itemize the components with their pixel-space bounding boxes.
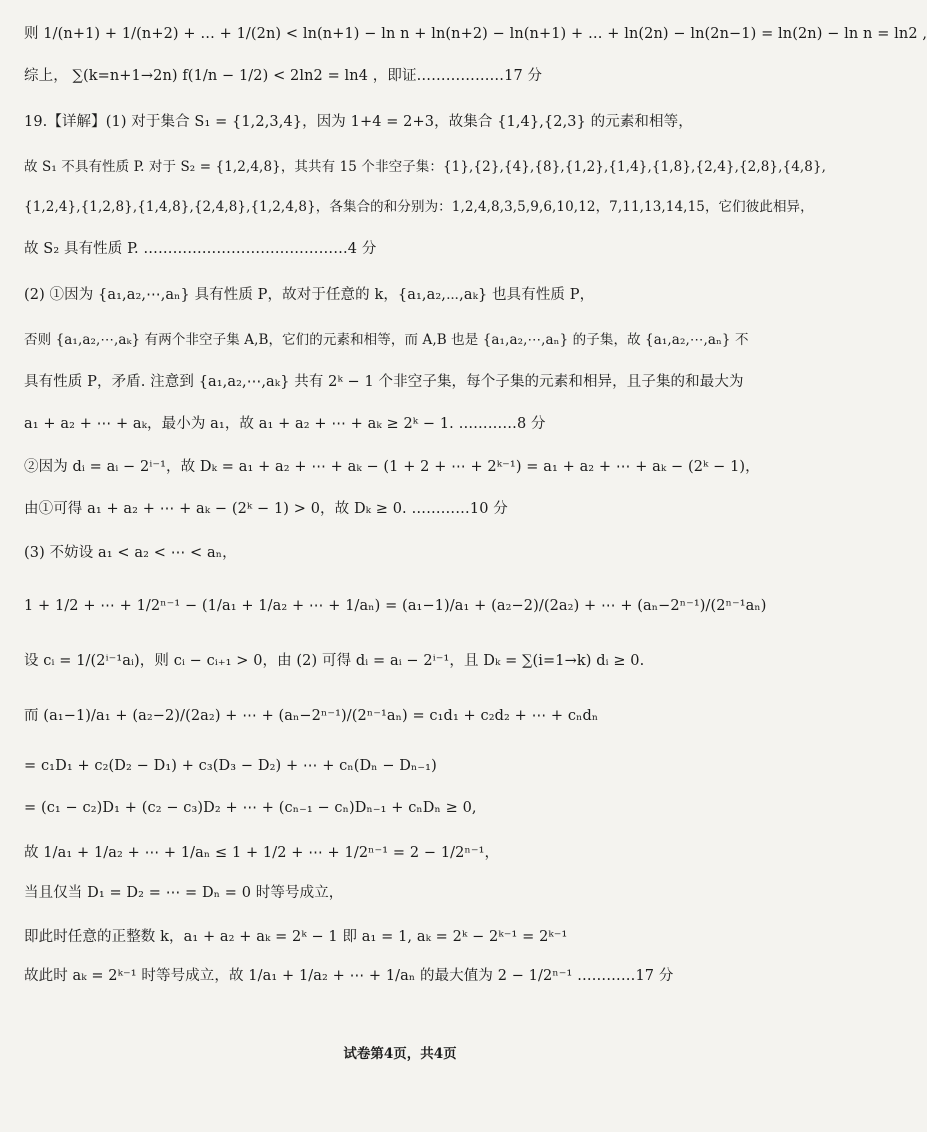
text-line: 而 (a₁−1)/a₁ + (a₂−2)/(2a₂) + ⋯ + (aₙ−2ⁿ⁻¹)/(2ⁿ⁻¹aₙ) = c₁d₁ + c₂d₂ + ⋯ + cₙdₙ	[24, 708, 599, 724]
text-line: 则 1/(n+1) + 1/(n+2) + … + 1/(2n) < ln(n+1) − ln n + ln(n+2) − ln(n+1) + … + ln(2n) − ln(2n−1) = ln(2n) − ln n = ln2 ,	[24, 26, 927, 42]
text-line: 故 S₂ 具有性质 P. ……………………………………4 分	[24, 241, 377, 257]
page-footer: 试卷第4页，共4页	[343, 1046, 457, 1062]
text-line: 当且仅当 D₁ = D₂ = ⋯ = Dₙ = 0 时等号成立，	[24, 885, 344, 901]
text-line: 设 cᵢ = 1/(2ⁱ⁻¹aᵢ)，则 cᵢ − cᵢ₊₁ > 0，由 (2) 可得 dᵢ = aᵢ − 2ⁱ⁻¹，且 Dₖ = ∑(i=1→k) dᵢ ≥ 0.	[24, 653, 645, 669]
text-line: 综上， ∑(k=n+1→2n) f(1/n − 1/2) < 2ln2 = ln4 ，即证………………17 分	[24, 68, 543, 84]
text-line: 具有性质 P，矛盾. 注意到 {a₁,a₂,⋯,aₖ} 共有 2ᵏ − 1 个非空子集，每个子集的元素和相异，且子集的和最大为	[24, 374, 744, 390]
text-line: 故 1/a₁ + 1/a₂ + ⋯ + 1/aₙ ≤ 1 + 1/2 + ⋯ + 1/2ⁿ⁻¹ = 2 − 1/2ⁿ⁻¹，	[24, 845, 500, 861]
text-line: a₁ + a₂ + ⋯ + aₖ，最小为 a₁，故 a₁ + a₂ + ⋯ + aₖ ≥ 2ᵏ − 1. …………8 分	[24, 416, 546, 432]
text-line: (3) 不妨设 a₁ < a₂ < ⋯ < aₙ，	[24, 545, 237, 561]
text-line: 19.【详解】(1) 对于集合 S₁ = {1,2,3,4}，因为 1+4 = 2+3，故集合 {1,4},{2,3} 的元素和相等，	[24, 114, 693, 130]
text-line: 1 + 1/2 + ⋯ + 1/2ⁿ⁻¹ − (1/a₁ + 1/a₂ + ⋯ + 1/aₙ) = (a₁−1)/a₁ + (a₂−2)/(2a₂) + ⋯ + (aₙ−2ⁿ⁻¹)/(2ⁿ⁻¹aₙ)	[24, 598, 767, 614]
text-line: = c₁D₁ + c₂(D₂ − D₁) + c₃(D₃ − D₂) + ⋯ + cₙ(Dₙ − Dₙ₋₁)	[24, 758, 437, 774]
text-line: = (c₁ − c₂)D₁ + (c₂ − c₃)D₂ + ⋯ + (cₙ₋₁ − cₙ)Dₙ₋₁ + cₙDₙ ≥ 0,	[24, 800, 477, 816]
text-line: 故 S₁ 不具有性质 P. 对于 S₂ = {1,2,4,8}，其共有 15 个非空子集：{1},{2},{4},{8},{1,2},{1,4},{1,8},{2,4},{2,8},{4,8},	[24, 159, 827, 175]
text-line: ②因为 dᵢ = aᵢ − 2ⁱ⁻¹，故 Dₖ = a₁ + a₂ + ⋯ + aₖ − (1 + 2 + ⋯ + 2ᵏ⁻¹) = a₁ + a₂ + ⋯ + aₖ − (2ᵏ − 1)，	[24, 459, 760, 475]
text-line: 由①可得 a₁ + a₂ + ⋯ + aₖ − (2ᵏ − 1) > 0，故 Dₖ ≥ 0. …………10 分	[24, 501, 508, 517]
text-line: (2) ①因为 {a₁,a₂,⋯,aₙ} 具有性质 P，故对于任意的 k，{a₁,a₂,⋯,aₖ} 也具有性质 P，	[24, 287, 595, 303]
text-line: 故此时 aₖ = 2ᵏ⁻¹ 时等号成立，故 1/a₁ + 1/a₂ + ⋯ + 1/aₙ 的最大值为 2 − 1/2ⁿ⁻¹ …………17 分	[24, 968, 674, 984]
text-line: 即此时任意的正整数 k，a₁ + a₂ + aₖ = 2ᵏ − 1 即 a₁ = 1, aₖ = 2ᵏ − 2ᵏ⁻¹ = 2ᵏ⁻¹	[24, 929, 568, 945]
text-line: 否则 {a₁,a₂,⋯,aₖ} 有两个非空子集 A,B，它们的元素和相等，而 A,B 也是 {a₁,a₂,⋯,aₙ} 的子集，故 {a₁,a₂,⋯,aₙ} 不	[24, 332, 749, 348]
text-line: {1,2,4},{1,2,8},{1,4,8},{2,4,8},{1,2,4,8}，各集合的和分别为：1,2,4,8,3,5,9,6,10,12，7,11,13,14,15，它们彼此相异，	[24, 199, 814, 215]
